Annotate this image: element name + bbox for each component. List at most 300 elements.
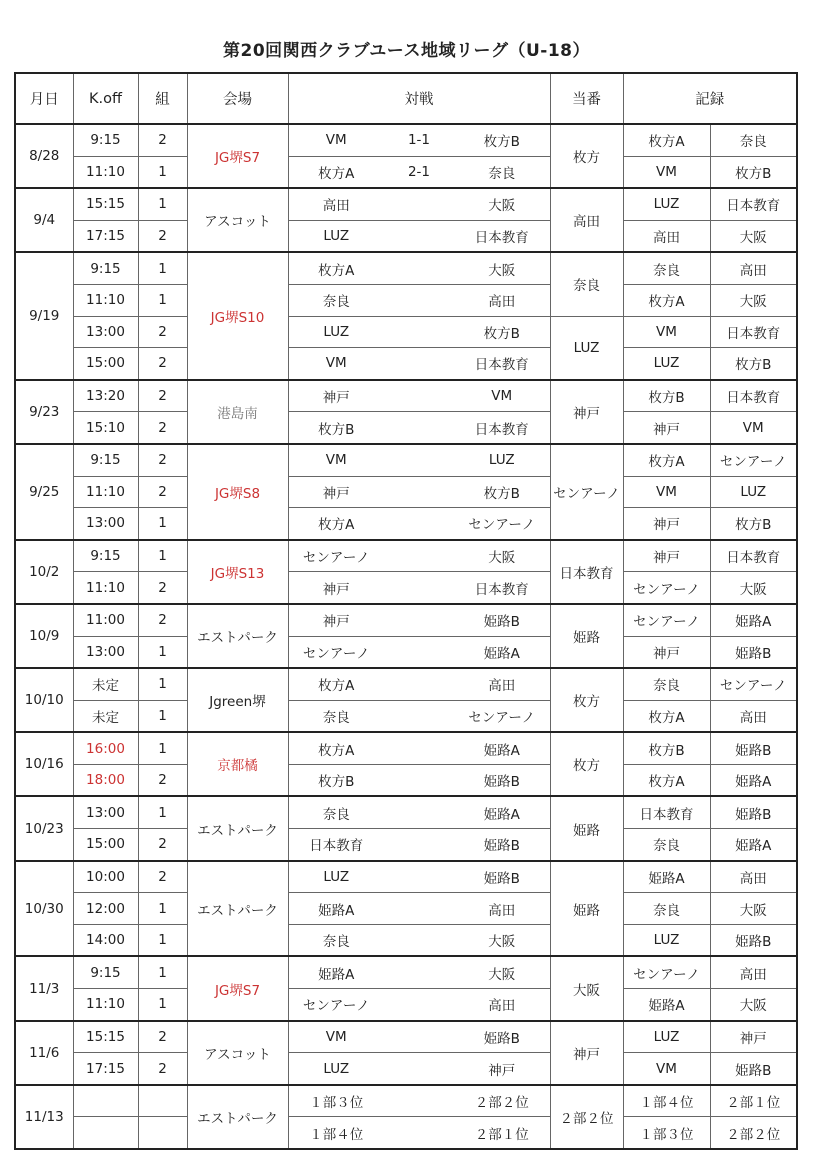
- record-team-2: センアーノ: [710, 444, 797, 476]
- match-score: [384, 924, 454, 956]
- match-row: [15, 284, 797, 316]
- kickoff-time: [73, 1117, 138, 1149]
- home-team: 姫路A: [288, 893, 384, 925]
- match-row: [15, 508, 797, 540]
- kickoff-time: 11:10: [73, 989, 138, 1021]
- duty-team: 姫路: [550, 796, 623, 860]
- away-team: 高田: [454, 893, 550, 925]
- duty-team: ２部２位: [550, 1085, 623, 1149]
- match-row: [15, 893, 797, 925]
- kickoff-time: 11:00: [73, 604, 138, 636]
- record-team-1: 枚方A: [623, 764, 710, 796]
- record-team-1: 日本教育: [623, 796, 710, 828]
- away-team: 姫路B: [454, 861, 550, 893]
- venue-name: 港島南: [187, 380, 288, 444]
- venue-name: JG堺S10: [187, 252, 288, 379]
- group-number: 1: [138, 508, 187, 540]
- venue-name: アスコット: [187, 1021, 288, 1085]
- header-venue: 会場: [187, 73, 288, 124]
- record-team-1: 枚方A: [623, 284, 710, 316]
- record-team-1: 奈良: [623, 252, 710, 284]
- home-team: 枚方B: [288, 412, 384, 444]
- header-kickoff: K.off: [73, 73, 138, 124]
- away-team: ２部２位: [454, 1085, 550, 1117]
- group-number: 1: [138, 956, 187, 988]
- away-team: センアーノ: [454, 508, 550, 540]
- group-number: 1: [138, 188, 187, 220]
- header-record: 記録: [623, 73, 797, 124]
- away-team: 日本教育: [454, 572, 550, 604]
- record-team-1: VM: [623, 1053, 710, 1085]
- kickoff-time: 17:15: [73, 1053, 138, 1085]
- match-score: [384, 893, 454, 925]
- duty-team: 姫路: [550, 861, 623, 957]
- match-row: [15, 380, 797, 412]
- venue-name: Jgreen堺: [187, 668, 288, 732]
- record-team-1: VM: [623, 476, 710, 508]
- record-team-2: LUZ: [710, 476, 797, 508]
- match-row: [15, 188, 797, 220]
- away-team: 枚方B: [454, 476, 550, 508]
- home-team: 神戸: [288, 572, 384, 604]
- header-group: 組: [138, 73, 187, 124]
- home-team: VM: [288, 348, 384, 380]
- kickoff-time: [73, 1085, 138, 1117]
- away-team: 枚方B: [454, 316, 550, 348]
- record-team-2: センアーノ: [710, 668, 797, 700]
- record-team-1: 枚方A: [623, 700, 710, 732]
- kickoff-time: 9:15: [73, 956, 138, 988]
- match-score: [384, 668, 454, 700]
- match-score: [384, 476, 454, 508]
- group-number: 1: [138, 700, 187, 732]
- kickoff-time: 9:15: [73, 444, 138, 476]
- schedule-table: [14, 72, 798, 1150]
- record-team-1: 奈良: [623, 668, 710, 700]
- home-team: LUZ: [288, 220, 384, 252]
- match-score: [384, 764, 454, 796]
- group-number: 1: [138, 156, 187, 188]
- match-date: 8/28: [15, 124, 73, 188]
- away-team: VM: [454, 380, 550, 412]
- kickoff-time: 14:00: [73, 924, 138, 956]
- schedule-body: [15, 124, 797, 1149]
- group-number: 1: [138, 668, 187, 700]
- kickoff-time: 9:15: [73, 124, 138, 156]
- match-score: [384, 444, 454, 476]
- away-team: 枚方B: [454, 124, 550, 156]
- record-team-1: 神戸: [623, 508, 710, 540]
- match-row: [15, 1053, 797, 1085]
- record-team-2: 日本教育: [710, 380, 797, 412]
- group-number: 2: [138, 476, 187, 508]
- kickoff-time: 12:00: [73, 893, 138, 925]
- header-duty: 当番: [550, 73, 623, 124]
- away-team: 日本教育: [454, 220, 550, 252]
- duty-team: 高田: [550, 188, 623, 252]
- group-number: 2: [138, 572, 187, 604]
- record-team-2: 枚方B: [710, 508, 797, 540]
- group-number: 1: [138, 796, 187, 828]
- away-team: 姫路A: [454, 636, 550, 668]
- match-score: [384, 1117, 454, 1149]
- venue-name: JG堺S13: [187, 540, 288, 604]
- home-team: 高田: [288, 188, 384, 220]
- record-team-1: VM: [623, 316, 710, 348]
- record-team-1: １部３位: [623, 1117, 710, 1149]
- venue-name: エストパーク: [187, 604, 288, 668]
- match-score: [384, 796, 454, 828]
- record-team-1: LUZ: [623, 348, 710, 380]
- group-number: 2: [138, 444, 187, 476]
- away-team: 姫路A: [454, 732, 550, 764]
- venue-name: アスコット: [187, 188, 288, 252]
- match-row: [15, 572, 797, 604]
- record-team-2: 高田: [710, 861, 797, 893]
- record-team-2: 姫路B: [710, 732, 797, 764]
- match-row: [15, 796, 797, 828]
- record-team-1: センアーノ: [623, 604, 710, 636]
- kickoff-time: 10:00: [73, 861, 138, 893]
- group-number: 2: [138, 829, 187, 861]
- home-team: LUZ: [288, 861, 384, 893]
- away-team: 大阪: [454, 956, 550, 988]
- match-date: 11/3: [15, 956, 73, 1020]
- record-team-2: 大阪: [710, 220, 797, 252]
- match-row: [15, 829, 797, 861]
- record-team-2: 姫路B: [710, 636, 797, 668]
- header-row: [15, 73, 797, 124]
- away-team: 姫路B: [454, 604, 550, 636]
- match-row: [15, 252, 797, 284]
- kickoff-time: 11:10: [73, 572, 138, 604]
- match-score: [384, 700, 454, 732]
- match-score: [384, 829, 454, 861]
- match-score: [384, 252, 454, 284]
- group-number: 2: [138, 124, 187, 156]
- record-team-2: 姫路B: [710, 1053, 797, 1085]
- record-team-2: 姫路B: [710, 924, 797, 956]
- kickoff-time: 未定: [73, 668, 138, 700]
- group-number: 1: [138, 636, 187, 668]
- venue-name: 京都橘: [187, 732, 288, 796]
- group-number: [138, 1117, 187, 1149]
- group-number: 2: [138, 604, 187, 636]
- match-date: 10/10: [15, 668, 73, 732]
- match-date: 9/23: [15, 380, 73, 444]
- match-date: 10/2: [15, 540, 73, 604]
- home-team: 枚方A: [288, 156, 384, 188]
- match-score: [384, 861, 454, 893]
- match-score: [384, 956, 454, 988]
- match-score: [384, 989, 454, 1021]
- away-team: ２部１位: [454, 1117, 550, 1149]
- away-team: 姫路B: [454, 764, 550, 796]
- home-team: センアーノ: [288, 989, 384, 1021]
- home-team: LUZ: [288, 1053, 384, 1085]
- group-number: 2: [138, 380, 187, 412]
- record-team-1: 枚方B: [623, 380, 710, 412]
- record-team-1: センアーノ: [623, 572, 710, 604]
- record-team-2: 大阪: [710, 893, 797, 925]
- record-team-1: 高田: [623, 220, 710, 252]
- away-team: 日本教育: [454, 348, 550, 380]
- duty-team: 神戸: [550, 1021, 623, 1085]
- match-date: 10/30: [15, 861, 73, 957]
- match-score: [384, 540, 454, 572]
- home-team: １部４位: [288, 1117, 384, 1149]
- kickoff-time: 18:00: [73, 764, 138, 796]
- duty-team: 大阪: [550, 956, 623, 1020]
- match-row: [15, 412, 797, 444]
- match-date: 10/9: [15, 604, 73, 668]
- record-team-2: 姫路A: [710, 829, 797, 861]
- away-team: 姫路B: [454, 829, 550, 861]
- match-date: 11/6: [15, 1021, 73, 1085]
- match-score: [384, 284, 454, 316]
- home-team: VM: [288, 1021, 384, 1053]
- group-number: 2: [138, 1021, 187, 1053]
- record-team-2: 大阪: [710, 572, 797, 604]
- group-number: 2: [138, 861, 187, 893]
- match-score: [384, 572, 454, 604]
- away-team: 高田: [454, 668, 550, 700]
- match-row: [15, 1085, 797, 1117]
- record-team-2: 日本教育: [710, 540, 797, 572]
- record-team-2: 日本教育: [710, 188, 797, 220]
- record-team-2: VM: [710, 412, 797, 444]
- record-team-1: １部４位: [623, 1085, 710, 1117]
- kickoff-time: 15:10: [73, 412, 138, 444]
- away-team: センアーノ: [454, 700, 550, 732]
- kickoff-time: 11:10: [73, 476, 138, 508]
- home-team: 奈良: [288, 284, 384, 316]
- match-score: [384, 1085, 454, 1117]
- group-number: 2: [138, 412, 187, 444]
- record-team-1: VM: [623, 156, 710, 188]
- kickoff-time: 13:00: [73, 636, 138, 668]
- match-row: [15, 220, 797, 252]
- home-team: 枚方A: [288, 252, 384, 284]
- match-score: [384, 1021, 454, 1053]
- record-team-1: 枚方A: [623, 444, 710, 476]
- match-row: [15, 1021, 797, 1053]
- kickoff-time: 11:10: [73, 284, 138, 316]
- home-team: 奈良: [288, 796, 384, 828]
- match-score: [384, 220, 454, 252]
- home-team: 日本教育: [288, 829, 384, 861]
- match-row: [15, 1117, 797, 1149]
- record-team-1: 姫路A: [623, 989, 710, 1021]
- kickoff-time: 13:20: [73, 380, 138, 412]
- record-team-2: 枚方B: [710, 156, 797, 188]
- kickoff-time: 9:15: [73, 252, 138, 284]
- kickoff-time: 15:00: [73, 829, 138, 861]
- home-team: VM: [288, 444, 384, 476]
- away-team: 神戸: [454, 1053, 550, 1085]
- kickoff-time: 15:15: [73, 1021, 138, 1053]
- match-score: [384, 380, 454, 412]
- group-number: 2: [138, 1053, 187, 1085]
- record-team-2: 高田: [710, 700, 797, 732]
- away-team: 姫路A: [454, 796, 550, 828]
- match-date: 11/13: [15, 1085, 73, 1149]
- page-title: 第20回関西クラブユース地域リーグ（U-18）: [223, 41, 590, 61]
- kickoff-time: 16:00: [73, 732, 138, 764]
- group-number: 1: [138, 989, 187, 1021]
- home-team: センアーノ: [288, 540, 384, 572]
- home-team: 枚方A: [288, 732, 384, 764]
- match-score: [384, 508, 454, 540]
- duty-team: センアーノ: [550, 444, 623, 540]
- record-team-2: 神戸: [710, 1021, 797, 1053]
- match-score: [384, 412, 454, 444]
- record-team-1: 神戸: [623, 636, 710, 668]
- kickoff-time: 15:15: [73, 188, 138, 220]
- match-row: [15, 476, 797, 508]
- record-team-1: LUZ: [623, 924, 710, 956]
- record-team-2: 高田: [710, 252, 797, 284]
- record-team-1: 神戸: [623, 412, 710, 444]
- duty-team: 奈良: [550, 252, 623, 316]
- kickoff-time: 13:00: [73, 796, 138, 828]
- group-number: 1: [138, 252, 187, 284]
- home-team: 枚方A: [288, 668, 384, 700]
- match-row: [15, 604, 797, 636]
- record-team-1: 姫路A: [623, 861, 710, 893]
- group-number: 2: [138, 764, 187, 796]
- match-date: 9/25: [15, 444, 73, 540]
- venue-name: エストパーク: [187, 861, 288, 957]
- record-team-1: 枚方B: [623, 732, 710, 764]
- home-team: 奈良: [288, 924, 384, 956]
- home-team: VM: [288, 124, 384, 156]
- match-row: [15, 540, 797, 572]
- group-number: [138, 1085, 187, 1117]
- group-number: 1: [138, 924, 187, 956]
- match-score: [384, 604, 454, 636]
- record-team-2: 日本教育: [710, 316, 797, 348]
- home-team: 枚方B: [288, 764, 384, 796]
- match-score: [384, 348, 454, 380]
- match-date: 9/4: [15, 188, 73, 252]
- group-number: 1: [138, 284, 187, 316]
- home-team: 枚方A: [288, 508, 384, 540]
- away-team: 高田: [454, 284, 550, 316]
- home-team: センアーノ: [288, 636, 384, 668]
- away-team: 日本教育: [454, 412, 550, 444]
- record-team-2: ２部２位: [710, 1117, 797, 1149]
- match-row: [15, 924, 797, 956]
- record-team-2: 枚方B: [710, 348, 797, 380]
- duty-team: 神戸: [550, 380, 623, 444]
- match-score: 1-1: [384, 124, 454, 156]
- match-row: [15, 668, 797, 700]
- kickoff-time: 13:00: [73, 316, 138, 348]
- match-row: [15, 124, 797, 156]
- duty-team: LUZ: [550, 316, 623, 380]
- match-row: [15, 316, 797, 348]
- away-team: 高田: [454, 989, 550, 1021]
- home-team: LUZ: [288, 316, 384, 348]
- match-row: [15, 956, 797, 988]
- record-team-2: 高田: [710, 956, 797, 988]
- match-row: [15, 732, 797, 764]
- away-team: 大阪: [454, 188, 550, 220]
- record-team-2: ２部１位: [710, 1085, 797, 1117]
- venue-name: エストパーク: [187, 1085, 288, 1149]
- home-team: 姫路A: [288, 956, 384, 988]
- away-team: LUZ: [454, 444, 550, 476]
- record-team-2: 大阪: [710, 989, 797, 1021]
- match-score: [384, 732, 454, 764]
- group-number: 2: [138, 348, 187, 380]
- home-team: 神戸: [288, 604, 384, 636]
- match-score: [384, 316, 454, 348]
- venue-name: JG堺S8: [187, 444, 288, 540]
- record-team-1: LUZ: [623, 1021, 710, 1053]
- home-team: 神戸: [288, 380, 384, 412]
- match-row: [15, 348, 797, 380]
- match-score: [384, 636, 454, 668]
- match-date: 9/19: [15, 252, 73, 379]
- kickoff-time: 未定: [73, 700, 138, 732]
- away-team: 奈良: [454, 156, 550, 188]
- match-row: [15, 156, 797, 188]
- match-score: 2-1: [384, 156, 454, 188]
- header-match: 対戦: [288, 73, 550, 124]
- header-date: 月日: [15, 73, 73, 124]
- group-number: 1: [138, 540, 187, 572]
- away-team: 大阪: [454, 252, 550, 284]
- match-row: [15, 700, 797, 732]
- away-team: 大阪: [454, 540, 550, 572]
- record-team-1: 奈良: [623, 893, 710, 925]
- match-date: 10/16: [15, 732, 73, 796]
- match-score: [384, 188, 454, 220]
- match-date: 10/23: [15, 796, 73, 860]
- group-number: 2: [138, 316, 187, 348]
- kickoff-time: 15:00: [73, 348, 138, 380]
- match-row: [15, 444, 797, 476]
- duty-team: 日本教育: [550, 540, 623, 604]
- match-row: [15, 764, 797, 796]
- home-team: 奈良: [288, 700, 384, 732]
- home-team: １部３位: [288, 1085, 384, 1117]
- record-team-1: LUZ: [623, 188, 710, 220]
- duty-team: 枚方: [550, 732, 623, 796]
- record-team-1: センアーノ: [623, 956, 710, 988]
- record-team-2: 大阪: [710, 284, 797, 316]
- group-number: 1: [138, 732, 187, 764]
- away-team: 大阪: [454, 924, 550, 956]
- group-number: 2: [138, 220, 187, 252]
- kickoff-time: 13:00: [73, 508, 138, 540]
- venue-name: JG堺S7: [187, 956, 288, 1020]
- kickoff-time: 11:10: [73, 156, 138, 188]
- kickoff-time: 9:15: [73, 540, 138, 572]
- match-row: [15, 989, 797, 1021]
- record-team-2: 姫路B: [710, 796, 797, 828]
- record-team-1: 神戸: [623, 540, 710, 572]
- kickoff-time: 17:15: [73, 220, 138, 252]
- venue-name: JG堺S7: [187, 124, 288, 188]
- record-team-2: 姫路A: [710, 604, 797, 636]
- match-row: [15, 636, 797, 668]
- record-team-2: 奈良: [710, 124, 797, 156]
- record-team-2: 姫路A: [710, 764, 797, 796]
- record-team-1: 奈良: [623, 829, 710, 861]
